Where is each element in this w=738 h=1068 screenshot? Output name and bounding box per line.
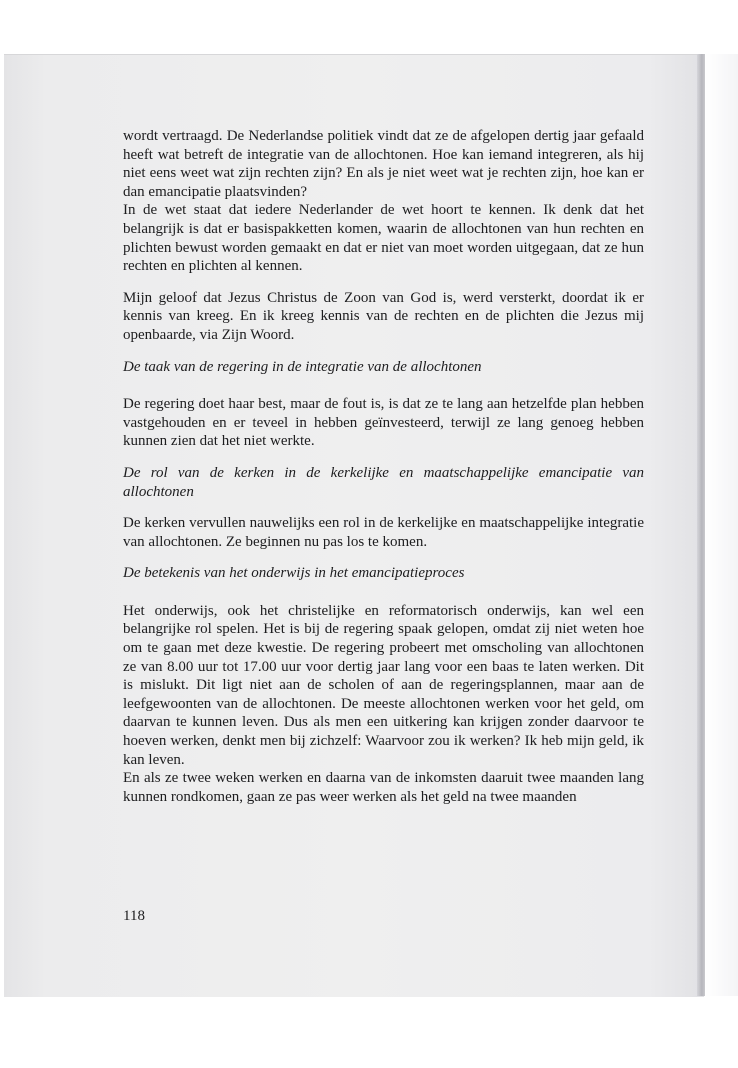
body-text (123, 127, 644, 806)
paragraph-4: De regering doet haar best, maar de fout is, is dat ze te lang aan hetzelfde plan hebben vastgehouden en er teveel in hebben geïnvesteerd, terwijl ze lang genoeg hebben kunnen zien dat het niet werkte. (123, 396, 644, 450)
page-edge-shadow (697, 54, 705, 996)
page-number: 118 (123, 908, 145, 924)
paragraph-3: Mijn geloof dat Jezus Christus de Zoon van God is, werd versterkt, doordat ik er kennis van kreeg. En ik kreeg kennis van de rechten en de plichten die Jezus mij openbaarde, via Zijn Woord. (123, 289, 644, 343)
paragraph-6: Het onderwijs, ook het christelijke en reformatorisch onderwijs, kan wel een belangrijke rol spelen. Het is bij de regering spaak gelopen, omdat zij niet weten hoe om te gaan met deze kwestie. De regering probeert met omscholing van allochtonen ze van 8.00 uur tot 17.00 uur voor dertig jaar lang voor een baas te laten werken. Dit is mislukt. Dit ligt niet aan de scholen of aan de regeringsplannen, maar aan de leefgewoonten van de allochtonen. De meeste allochtonen werken voor het geld, om daarvan te kunnen leven. Dus als men een uitkering kan krijgen zonder daarvoor te hoeven werken, denkt men bij zichzelf: Waarvoor zou ik werken? Ik heb mijn geld, ik kan leven. (123, 602, 644, 768)
paragraph-1: wordt vertraagd. De Nederlandse politiek vindt dat ze de afgelopen dertig jaar gefaald heeft wat betreft de integratie van de allochtonen. Hoe kan iemand integreren, als hij niet eens weet wat zijn rechten zijn? En als je niet weet wat je rechten zijn, hoe kan er dan emancipatie plaatsvinden? (123, 128, 644, 200)
paragraph-2: In de wet staat dat iedere Nederlander de wet hoort te kennen. Ik denk dat het belangrijk is dat er basispakketten komen, waarin de allochtonen van hun rechten en plichten bewust worden gemaakt en dat er niet van moet worden uitgegaan, dat ze hun rechten en plichten al kennen. (123, 202, 644, 275)
paragraph-5: De kerken vervullen nauwelijks een rol in de kerkelijke en maatschappelijke integratie van allochtonen. Ze beginnen nu pas los te komen. (123, 515, 644, 550)
section-heading-government: De taak van de regering in de integratie van de allochtonen (123, 358, 482, 375)
section-heading-churches: De rol van de kerken in de kerkelijke en maatschappelijke emancipatie van allochtonen (123, 464, 644, 500)
paragraph-7: En als ze twee weken werken en daarna van de inkomsten daaruit twee maanden lang kunnen rondkomen, gaan ze pas weer werken als het geld na twee maanden (123, 770, 644, 805)
page-edge-strip (705, 54, 738, 996)
section-heading-education: De betekenis van het onderwijs in het emancipatieproces (123, 565, 465, 582)
